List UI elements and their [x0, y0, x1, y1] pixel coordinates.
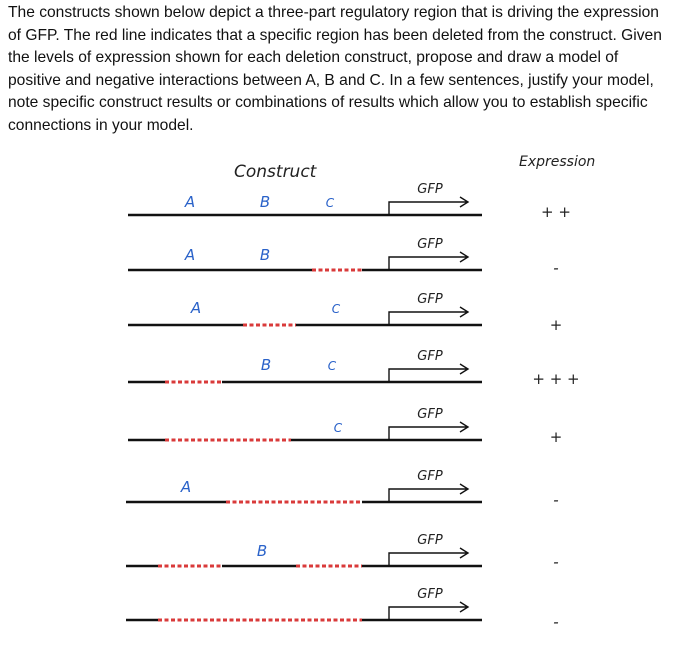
gfp-label: GFP [417, 292, 443, 307]
expression-level: - [553, 613, 559, 631]
promoter-arrow [389, 364, 468, 382]
expression-level: + + + [532, 370, 580, 388]
expression-level: - [553, 259, 559, 277]
promoter-arrow [389, 422, 468, 440]
region-label-a: A [180, 478, 192, 496]
promoter-arrow [389, 197, 468, 215]
gfp-label: GFP [417, 533, 443, 548]
expression-level: + [549, 316, 563, 334]
region-label-b: B [256, 542, 268, 560]
region-label-b: B [260, 356, 272, 374]
gfp-label: GFP [417, 349, 443, 364]
region-label-c: C [333, 421, 343, 435]
gfp-label: GFP [417, 407, 443, 422]
construct-rows [126, 182, 580, 631]
construct-row [126, 533, 559, 571]
gfp-label: GFP [417, 587, 443, 602]
expression-level: - [553, 491, 559, 509]
promoter-arrow [389, 548, 468, 566]
promoter-arrow [389, 602, 468, 620]
promoter-arrow [389, 484, 468, 502]
expression-level: + + [541, 203, 571, 221]
question-line: note specific construct results or combinations of results which allow you to establish specific [8, 94, 648, 112]
region-label-c: C [325, 196, 335, 210]
region-label-a: A [184, 193, 196, 211]
construct-row [126, 587, 559, 631]
promoter-arrow [389, 307, 468, 325]
construct-row [128, 182, 571, 221]
question-line: The constructs shown below depict a three-part regulatory region that is driving the expression [8, 4, 659, 21]
promoter-arrow [389, 252, 468, 270]
gfp-label: GFP [417, 182, 443, 197]
construct-row [128, 349, 580, 388]
construct-header: Construct [234, 162, 317, 182]
region-label-c: C [331, 302, 341, 316]
region-label-b: B [259, 193, 271, 211]
question-line: the levels of expression shown for each deletion construct, propose and draw a model of [8, 49, 619, 67]
region-label-b: B [259, 246, 271, 264]
expression-level: - [553, 553, 559, 571]
gfp-label: GFP [417, 469, 443, 484]
construct-row [126, 469, 559, 509]
region-label-a: A [190, 299, 202, 317]
construct-row [128, 292, 562, 334]
region-label-a: A [184, 246, 196, 264]
question-line: positive and negative interactions between A, B and C. In a few sentences, justify your model, [8, 71, 654, 89]
region-label-c: C [327, 359, 337, 373]
expression-level: + [549, 428, 563, 446]
question-line: connections in your model. [8, 116, 194, 134]
question-line: of GFP. The red line indicates that a specific region has been deleted from the construct. Given [8, 26, 662, 44]
gfp-label: GFP [417, 237, 443, 252]
construct-row [128, 237, 559, 277]
construct-row [128, 407, 562, 446]
expression-header: Expression [519, 154, 596, 170]
